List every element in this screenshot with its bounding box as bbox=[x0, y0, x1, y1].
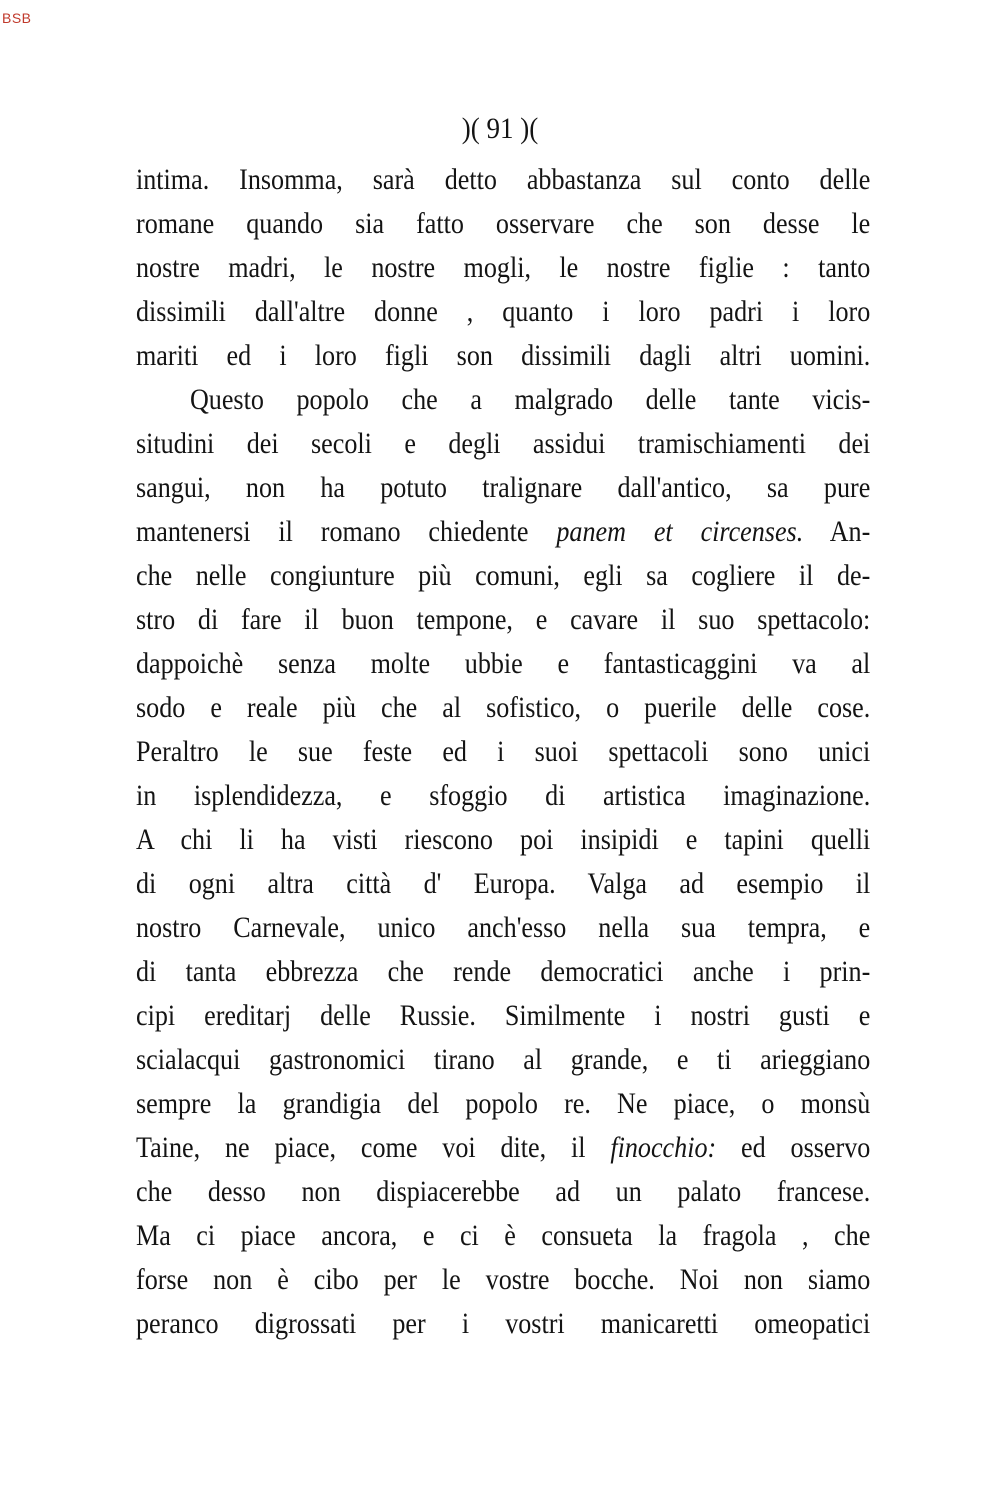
text-line: nostro Carnevale, unico anch'esso nella sua tempra, e bbox=[136, 911, 871, 944]
text-line: Peraltro le sue feste ed i suoi spettacoli sono unici bbox=[136, 735, 871, 768]
text-line: Questo popolo che a malgrado delle tante vicis- bbox=[189, 383, 871, 416]
text-line: Ma ci piace ancora, e ci è consueta la fragola , che bbox=[136, 1219, 871, 1252]
text-line: dappoichè senza molte ubbie e fantasticaggini va al bbox=[136, 647, 871, 680]
text-line: cipi ereditarj delle Russie. Similmente i nostri gusti e bbox=[136, 999, 871, 1032]
text-line: stro di fare il buon tempone, e cavare il suo spettacolo: bbox=[136, 603, 871, 636]
italic-phrase: finocchio: bbox=[610, 1131, 717, 1164]
text-line: sodo e reale più che al sofistico, o puerile delle cose. bbox=[136, 691, 871, 724]
text-line: romane quando sia fatto osservare che son desse le bbox=[136, 207, 871, 240]
library-watermark: BSB bbox=[2, 10, 32, 26]
text-line: intima. Insomma, sarà detto abbastanza sul conto delle bbox=[136, 163, 871, 196]
text-line: situdini dei secoli e degli assidui tramischiamenti dei bbox=[136, 427, 871, 460]
text-line: nostre madri, le nostre mogli, le nostre figlie : tanto bbox=[136, 251, 871, 284]
text-line: che nelle congiunture più comuni, egli sa cogliere il de- bbox=[136, 559, 871, 592]
text-line: sempre la grandigia del popolo re. Ne piace, o monsù bbox=[136, 1087, 871, 1120]
text-run: mantenersi il romano chiedente bbox=[136, 515, 529, 548]
text-line: forse non è cibo per le vostre bocche. Noi non siamo bbox=[136, 1263, 871, 1296]
page-number-header: )( 91 )( bbox=[461, 112, 539, 145]
text-line bbox=[136, 510, 870, 554]
text-line: in isplendidezza, e sfoggio di artistica imaginazione. bbox=[136, 779, 871, 812]
page-body-text bbox=[136, 158, 870, 1346]
text-line: sangui, non ha potuto tralignare dall'antico, sa pure bbox=[136, 471, 871, 504]
text-line: mariti ed i loro figli son dissimili dagli altri uomini. bbox=[136, 339, 871, 372]
text-run: ed osservo bbox=[741, 1131, 871, 1164]
text-run: Taine, ne piace, come voi dite, il bbox=[136, 1131, 586, 1164]
text-line bbox=[136, 1126, 870, 1170]
text-line: che desso non dispiacerebbe ad un palato francese. bbox=[136, 1175, 871, 1208]
text-line: A chi li ha visti riescono poi insipidi e tapini quelli bbox=[136, 823, 871, 856]
text-line: di ogni altra città d' Europa. Valga ad esempio il bbox=[136, 867, 871, 900]
text-line: scialacqui gastronomici tirano al grande, e ti arieggiano bbox=[136, 1043, 871, 1076]
text-line: dissimili dall'altre donne , quanto i loro padri i loro bbox=[136, 295, 871, 328]
italic-phrase: panem et circenses. bbox=[556, 515, 804, 548]
text-run: An- bbox=[829, 515, 871, 548]
text-line: di tanta ebbrezza che rende democratici anche i prin- bbox=[136, 955, 871, 988]
text-line: peranco digrossati per i vostri manicaretti omeopatici bbox=[136, 1307, 871, 1340]
